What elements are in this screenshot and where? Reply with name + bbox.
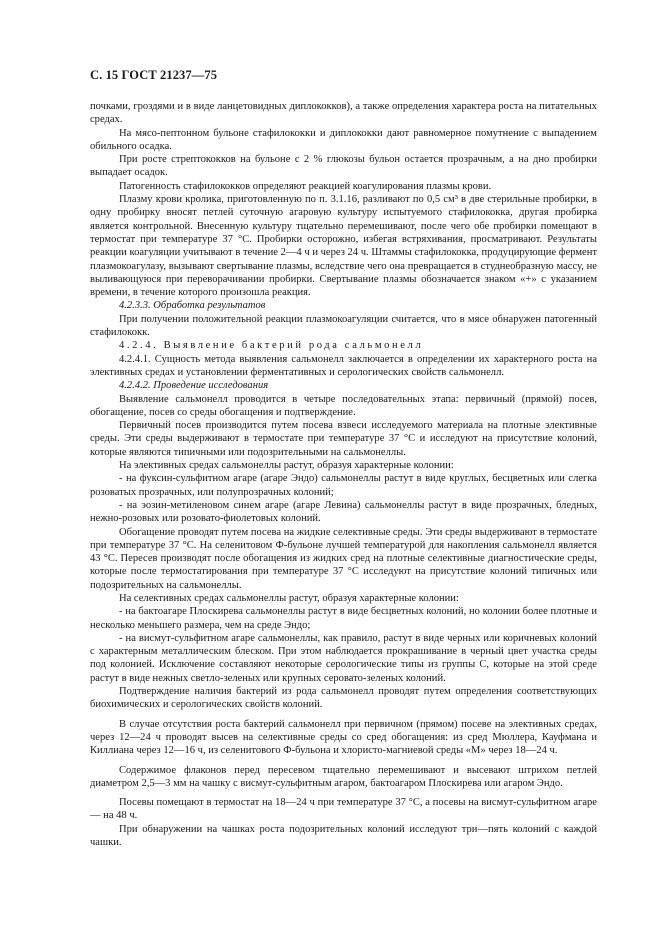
paragraph: На селективных средах сальмонеллы растут, образуя характерные колонии: [119, 592, 459, 604]
paragraph: При росте стрептококков на бульоне с 2 % глюкозы бульон остается прозрачным, а на дно пробирки выпадает осадок. [90, 154, 597, 179]
list-item: - на бактоагаре Плоскирева сальмонеллы растут в виде бесцветных колоний, но колонии более плотные и несколько меньшего размера, чем на среде Эндо; [90, 606, 597, 631]
list-item: - на висмут-сульфитном агаре сальмонеллы, как правило, растут в виде черных или коричневых колоний с характерным металлическим блеском. При этом наблюдается прокрашивание в черный цвет участка среды под колонией. Исключение составляют некоторые серологические типы из группы С, которые на этой среде растут в виде нежных светло-зеленых или крупных серовато-зеленых колоний. [90, 632, 597, 684]
section-heading: 4.2.4. Выявление бактерий рода сальмонелл [119, 340, 424, 352]
section-heading: 4.2.4.2. Проведение исследования [119, 380, 269, 392]
paragraph: Обогащение проводят путем посева на жидкие селективные среды. Эти среды выдерживают в термостате при температуре 37 °С. На селенитовом Ф-бульоне лучшей температурой для накопления сальмонелл является 43 °С. Пересев производят после обогащения из жидких сред на плотные селективные диагностические среды, которые после термостатирования при температуре 37 °С исследуют на присутствие колоний типичных или подозрительных на сальмонеллы. [90, 526, 597, 591]
paragraph: 4.2.4.1. Сущность метода выявления сальмонелл заключается в определении их характерного роста на элективных средах и установлении ферментативных и серологических свойств сальмонелл. [90, 353, 597, 378]
paragraph: Подтверждение наличия бактерий из рода сальмонелл проводят путем определения соответствующих биохимических и серологических свойств колоний. [90, 686, 597, 711]
paragraph: При получении положительной реакции плазмокоагуляции считается, что в мясе обнаружен патогенный стафилококк. [90, 313, 597, 339]
paragraph: Патогенность стафилококков определяют реакцией коагулирования плазмы крови. [119, 180, 492, 192]
paragraph: почками, гроздями и в виде ланцетовидных диплококков), а также определения характера роста на питательных средах. [90, 101, 597, 126]
list-item: - на эозин-метиленовом синем агаре (агаре Левина) сальмонеллы растут в виде прозрачных, бледных, нежно-розовых или розовато-фиолетовых колоний. [90, 499, 597, 525]
document-body [90, 100, 597, 849]
paragraph: На мясо-пептонном бульоне стафилококки и диплококки дают равномерное помутнение с выпадением обильного осадка. [90, 127, 597, 152]
list-item: - на фуксин-сульфитном агаре (агаре Эндо) сальмонеллы растут в виде круглых, бесцветных или слегка розоватых прозрачных, или полупрозрачных колоний; [90, 473, 597, 498]
paragraph: Содержимое флаконов перед пересевом тщательно перемешивают и высевают штрихом петлей диаметром 2,5—3 мм на чашку с висмут-сульфитным агаром, бактоагаром Плоскирева или агаром Эндо. [90, 764, 597, 789]
paragraph: Первичный посев производится путем посева взвеси исследуемого материала на плотные элективные среды. Эти среды выдерживают в термостате при температуре 37 °С и исследуют на присутствие колоний, которые являются типичными или подозрительными на сальмонеллы. [90, 420, 597, 458]
paragraph: Посевы помещают в термостат на 18—24 ч при температуре 37 °С, а посевы на висмут-сульфитном агаре — на 48 ч. [90, 797, 597, 822]
paragraph: Выявление сальмонелл проводится в четыре последовательных этапа: первичный (прямой) посев, обогащение, посев со среды обогащения и подтверждение. [90, 393, 597, 418]
page-header: С. 15 ГОСТ 21237—75 [90, 68, 218, 82]
paragraph: В случае отсутствия роста бактерий сальмонелл при первичном (прямом) посеве на элективных средах, через 12—24 ч проводят высев на селективные среды со сред обогащения: из сред Мюллера, Кауфмана и Киллиана через 12—16 ч, из селенитового Ф-бульона и хлористо-магниевой среды «М» через 18—24 ч. [90, 718, 597, 757]
section-heading: 4.2.3.3. Обработка результатов [119, 300, 266, 312]
paragraph: Плазму крови кролика, приготовленную по п. 3.1.16, разливают по 0,5 см³ в две стерильные пробирки, в одну пробирку вносят петлей суточную агаровую культуру испытуемого стафилококка, другая пробирка является контрольной. Внесенную культуру тщательно перемешивают, после чего обе пробирки помещают в термостат при температуре 37 °С. Пробирки осторожно, избегая встряхивания, просматривают. Результаты реакции коагуляции учитывают в течение 2—4 ч и через 24 ч. Штаммы стафилококка, продуцирующие фермент плазмокоагулазу, вызывают свертывание плазмы, вследствие чего она превращается в студнеобразную массу, не выливающуюся при переворачивании пробирки. Свертывание плазмы обозначается знаком «+» с указанием времени, в течение которого произошла реакция. [90, 194, 597, 299]
paragraph: При обнаружении на чашках роста подозрительных колоний исследуют три—пять колоний с каждой чашки. [90, 823, 597, 849]
paragraph: На элективных средах сальмонеллы растут, образуя характерные колонии: [119, 460, 454, 472]
